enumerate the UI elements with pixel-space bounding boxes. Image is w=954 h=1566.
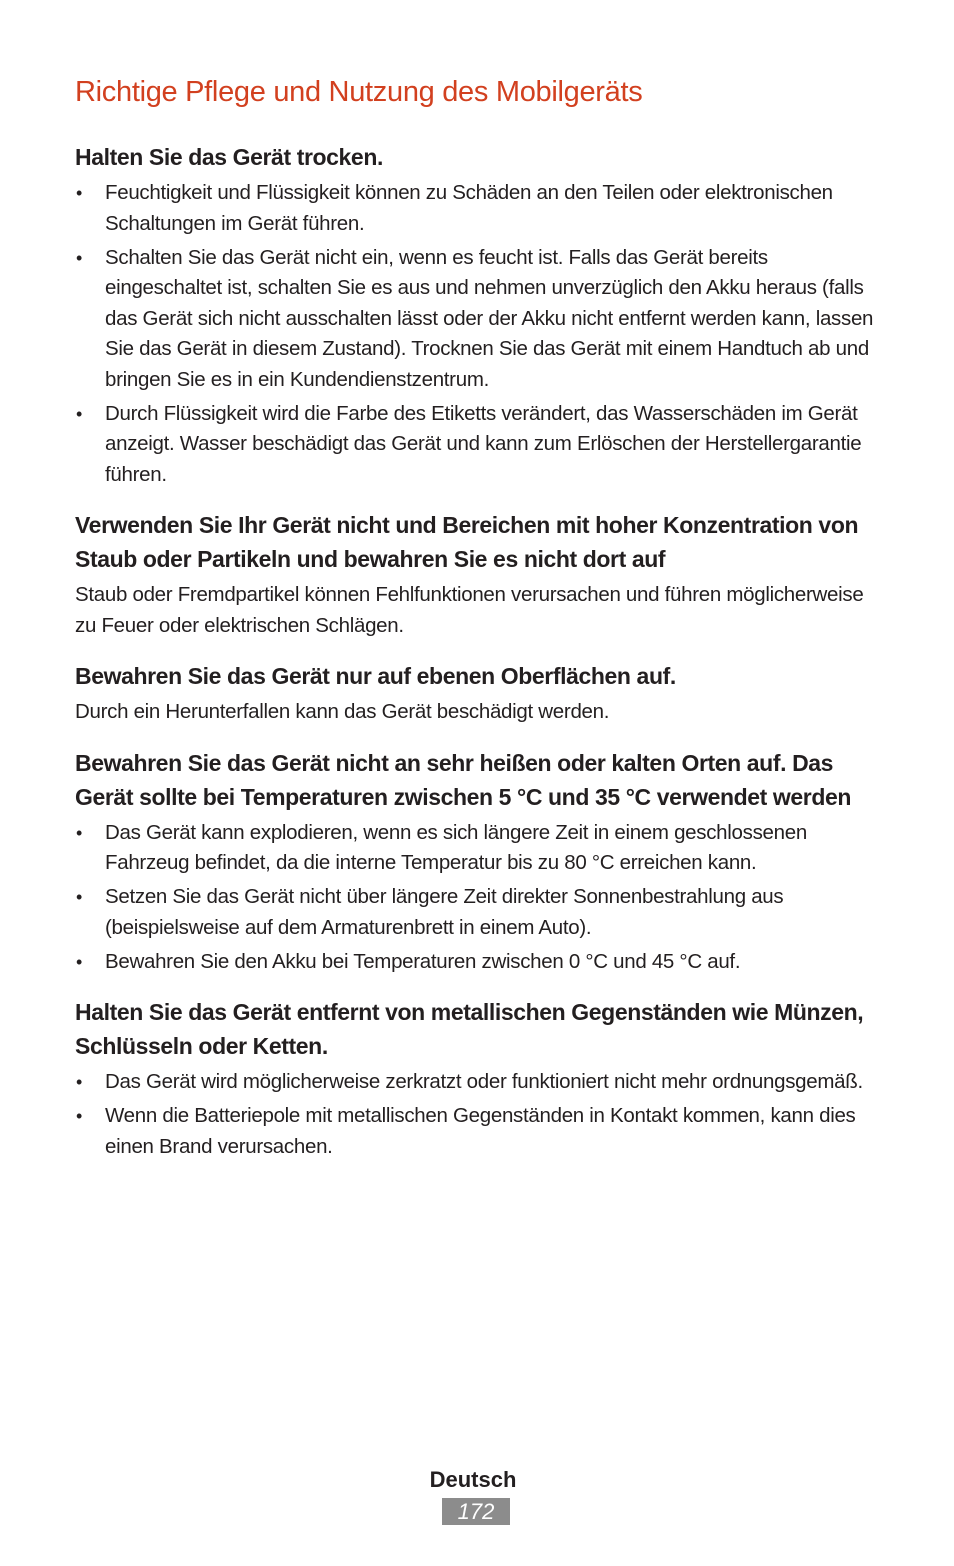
section-heading: Halten Sie das Gerät entfernt von metallischen Gegenständen wie Münzen, Schlüsseln oder Ketten. — [75, 999, 864, 1059]
section-metal-objects — [75, 995, 885, 1162]
list-item — [75, 399, 885, 491]
page-footer — [0, 1462, 954, 1525]
bullet-icon: • — [76, 822, 83, 843]
list-item — [75, 178, 885, 239]
list-item-text: Das Gerät wird möglicherweise zerkratzt oder funktioniert nicht mehr ordnungsgemäß. — [105, 1070, 863, 1093]
section-temperature — [75, 746, 885, 978]
list-item-text: Wenn die Batteriepole mit metallischen Gegenständen in Kontakt kommen, kann dies einen Brand verursachen. — [105, 1104, 856, 1158]
list-item-text: Durch Flüssigkeit wird die Farbe des Etiketts verändert, das Wasserschäden im Gerät anzeigt. Wasser beschädigt das Gerät und kann zum Erlöschen der Herstellergarantie führen. — [105, 401, 862, 486]
section-heading: Bewahren Sie das Gerät nur auf ebenen Oberflächen auf. — [75, 663, 676, 689]
page-number: 172 — [442, 1498, 510, 1525]
bullet-list — [75, 818, 885, 978]
section-keep-dry — [75, 140, 885, 490]
section-heading: Bewahren Sie das Gerät nicht an sehr heißen oder kalten Orten auf. Das Gerät sollte bei Temperaturen zwischen 5 °C und 35 °C verwendet werden — [75, 749, 852, 810]
section-text: Durch ein Herunterfallen kann das Gerät beschädigt werden. — [75, 700, 610, 723]
list-item — [75, 1101, 885, 1162]
bullet-icon: • — [76, 887, 83, 907]
bullet-list — [75, 178, 885, 490]
list-item-text: Setzen Sie das Gerät nicht über längere Zeit direkter Sonnenbestrahlung aus (beispielsweise auf dem Armaturenbrett in einem Auto). — [105, 885, 784, 939]
document-page — [75, 72, 885, 1180]
bullet-icon: • — [76, 247, 83, 268]
list-item — [75, 243, 885, 396]
bullet-icon: • — [76, 183, 83, 203]
bullet-icon: • — [76, 403, 83, 424]
list-item-text: Das Gerät kann explodieren, wenn es sich längere Zeit in einem geschlossenen Fahrzeug befindet, da die interne Temperatur bis zu 80 °C erreichen kann. — [105, 820, 807, 874]
bullet-icon: • — [76, 1106, 83, 1126]
section-text: Staub oder Fremdpartikel können Fehlfunktionen verursachen und führen möglicherweise zu Feuer oder elektrischen Schlägen. — [75, 583, 864, 637]
bullet-icon: • — [76, 951, 83, 972]
list-item — [75, 882, 885, 943]
footer-language: Deutsch — [429, 1467, 517, 1492]
list-item — [75, 1067, 885, 1098]
section-flat-surface — [75, 659, 885, 728]
list-item — [75, 947, 885, 978]
list-item — [75, 818, 885, 879]
page-title: Richtige Pflege und Nutzung des Mobilgeräts — [75, 76, 643, 108]
list-item-text: Schalten Sie das Gerät nicht ein, wenn es feucht ist. Falls das Gerät bereits eingeschaltet ist, schalten Sie es aus und nehmen unverzüglich den Akku heraus (falls das Gerät sich nicht ausschalten lässt oder der Akku nicht entfernt werden kann, lassen Sie das Gerät in diesem Zustand). Trocknen Sie das Gerät mit einem Handtuch ab und bringen Sie es in ein Kundendienstzentrum. — [105, 245, 874, 391]
list-item-text: Feuchtigkeit und Flüssigkeit können zu Schäden an den Teilen oder elektronischen Schaltungen im Gerät führen. — [105, 181, 833, 235]
section-heading: Halten Sie das Gerät trocken. — [75, 144, 383, 170]
bullet-icon: • — [76, 1072, 83, 1092]
section-dust — [75, 508, 885, 641]
list-item-text: Bewahren Sie den Akku bei Temperaturen zwischen 0 °C und 45 °C auf. — [105, 949, 741, 973]
section-heading: Verwenden Sie Ihr Gerät nicht und Bereichen mit hoher Konzentration von Staub oder Partikeln und bewahren Sie es nicht dort auf — [75, 512, 859, 572]
bullet-list — [75, 1067, 885, 1162]
